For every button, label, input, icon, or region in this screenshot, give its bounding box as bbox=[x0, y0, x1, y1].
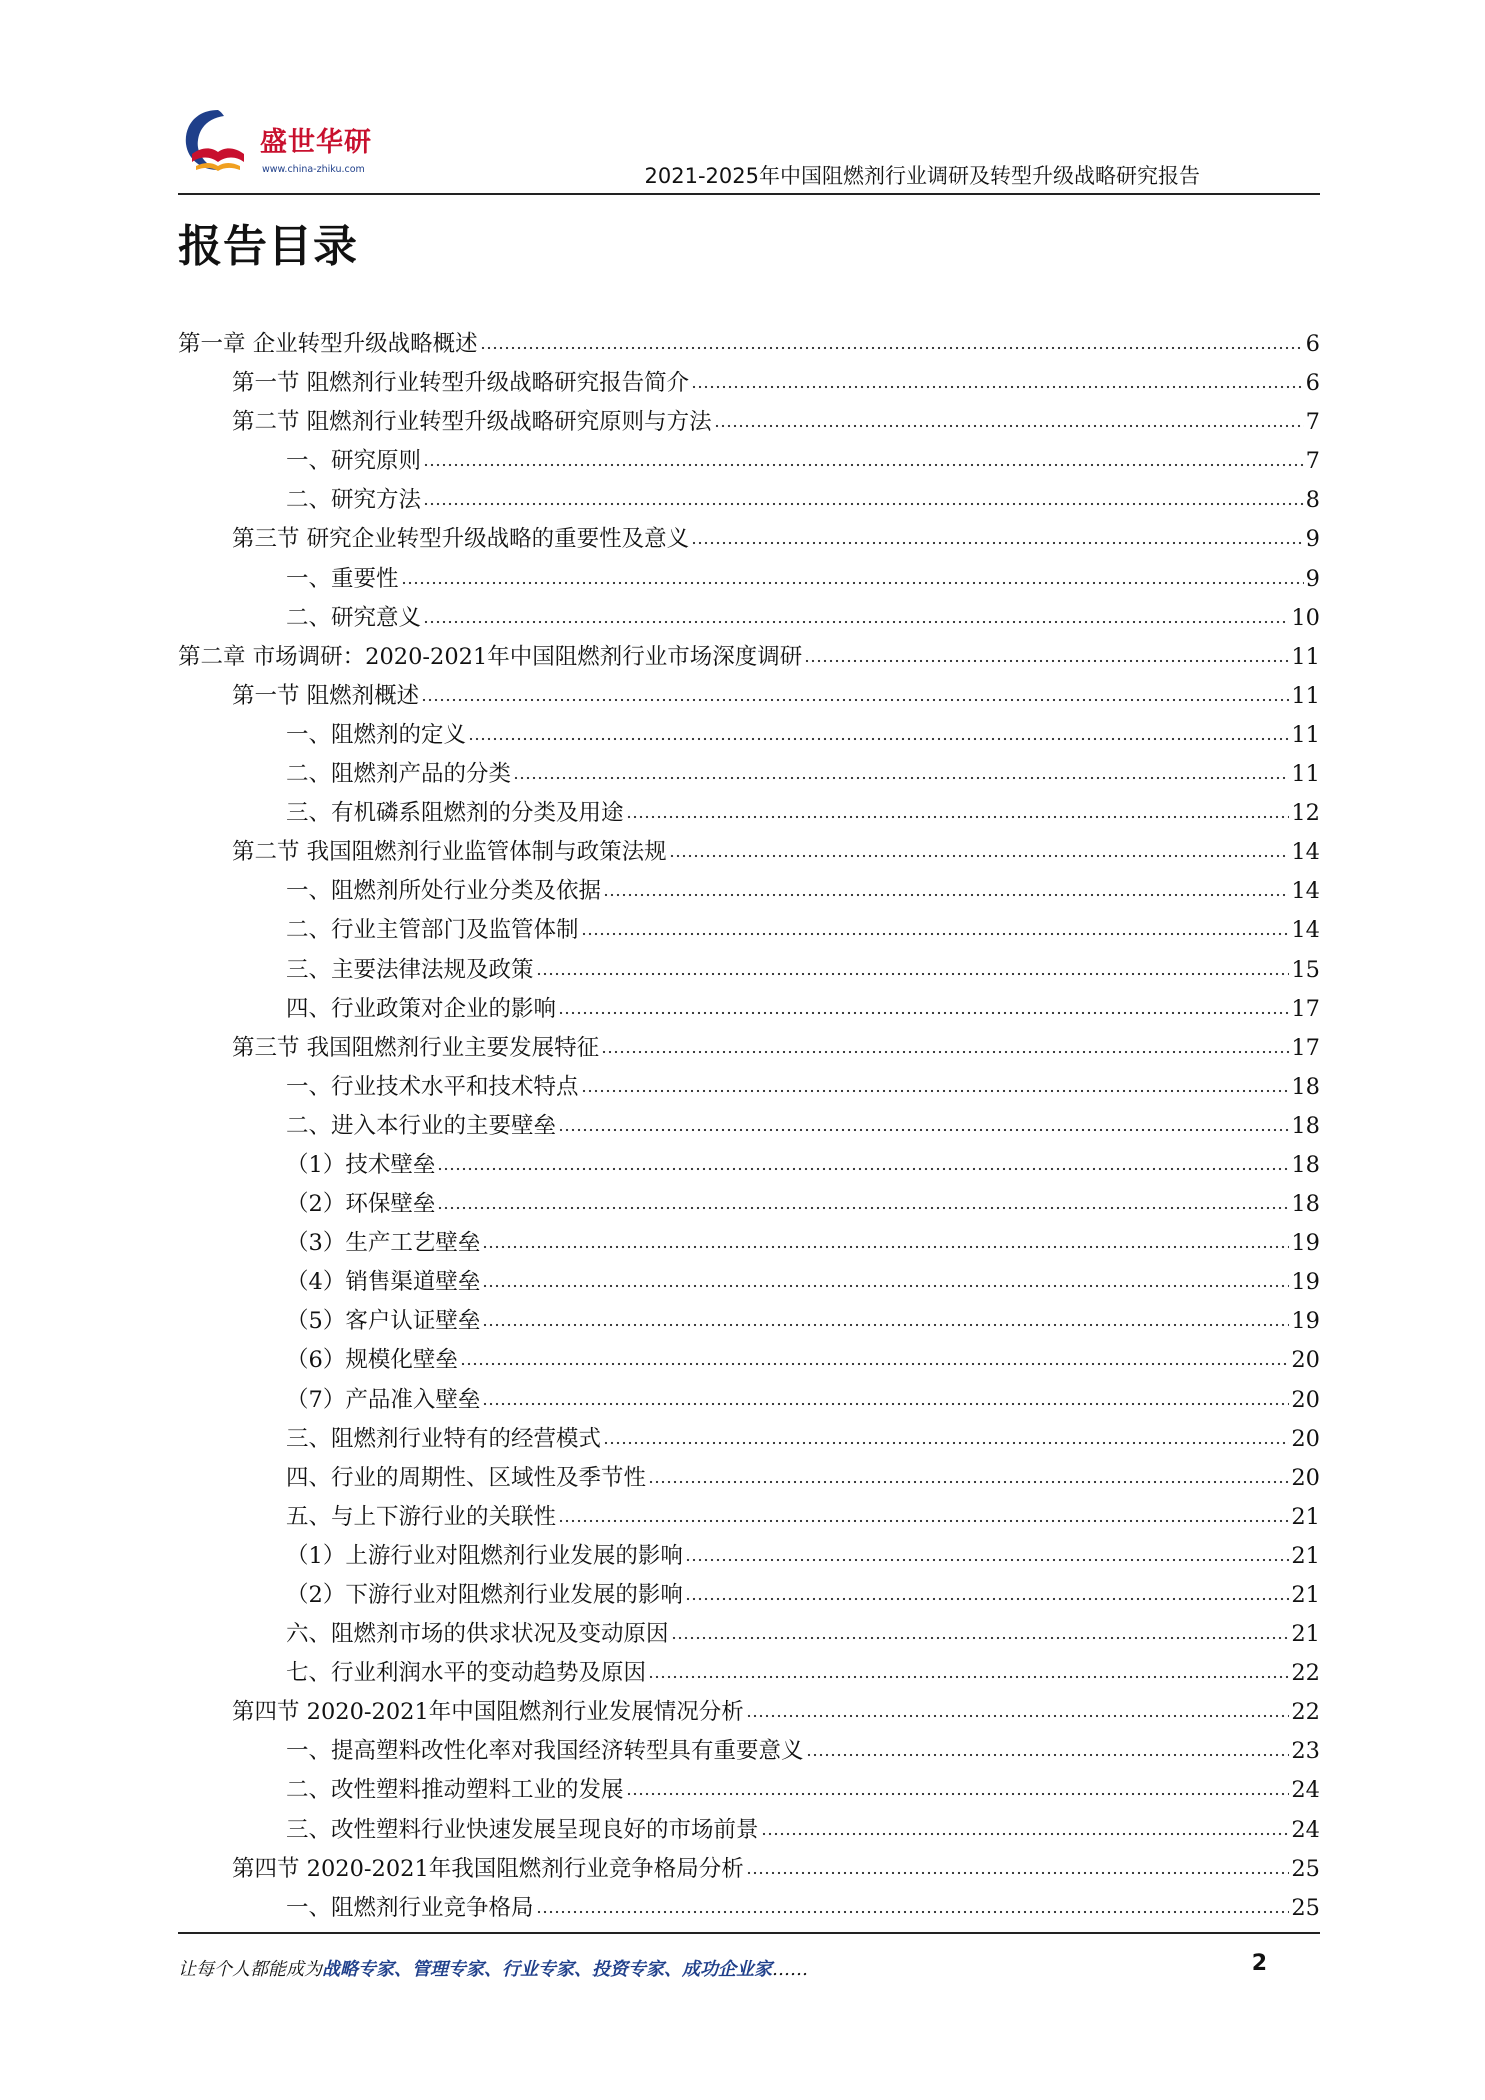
toc-entry[interactable] bbox=[178, 912, 1320, 951]
toc-entry-label: 二、阻燃剂产品的分类 bbox=[286, 761, 512, 788]
toc-leader-dots bbox=[480, 345, 1304, 351]
logo-swoosh-icon bbox=[178, 104, 258, 184]
toc-leader-dots bbox=[401, 580, 1304, 586]
company-logo[interactable] bbox=[178, 104, 398, 184]
toc-leader-dots bbox=[746, 1870, 1290, 1876]
toc-entry[interactable] bbox=[178, 639, 1320, 678]
toc-entry-label: 一、阻燃剂行业竞争格局 bbox=[286, 1894, 534, 1921]
toc-entry-page: 14 bbox=[1291, 839, 1320, 866]
toc-leader-dots bbox=[669, 853, 1290, 859]
toc-entry[interactable] bbox=[178, 795, 1320, 834]
toc-leader-dots bbox=[603, 892, 1289, 898]
toc-entry-page: 9 bbox=[1305, 526, 1320, 553]
footer-divider bbox=[178, 1932, 1320, 1934]
toc-leader-dots bbox=[581, 1088, 1290, 1094]
toc-entry-page: 11 bbox=[1291, 682, 1320, 709]
toc-entry-label: 二、进入本行业的主要壁垒 bbox=[286, 1112, 557, 1139]
toc-entry-page: 20 bbox=[1291, 1425, 1320, 1452]
toc-entry-page: 24 bbox=[1291, 1816, 1320, 1843]
toc-leader-dots bbox=[626, 1791, 1290, 1797]
toc-entry-label: 一、研究原则 bbox=[286, 448, 422, 475]
toc-entry-page: 11 bbox=[1291, 761, 1320, 788]
toc-leader-dots bbox=[685, 1557, 1290, 1563]
toc-entry-label: （4）销售渠道壁垒 bbox=[286, 1269, 481, 1296]
toc-entry[interactable] bbox=[178, 1577, 1320, 1616]
toc-entry[interactable] bbox=[178, 1382, 1320, 1421]
page-title: 报告目录 bbox=[178, 221, 358, 272]
toc-leader-dots bbox=[806, 1752, 1290, 1758]
toc-entry-page: 18 bbox=[1291, 1112, 1320, 1139]
toc-leader-dots bbox=[558, 1518, 1289, 1524]
toc-entry[interactable] bbox=[178, 1421, 1320, 1460]
toc-leader-dots bbox=[482, 1244, 1289, 1250]
toc-entry[interactable] bbox=[178, 600, 1320, 639]
toc-entry[interactable] bbox=[178, 521, 1320, 560]
toc-entry-page: 7 bbox=[1305, 409, 1320, 436]
toc-entry[interactable] bbox=[178, 1733, 1320, 1772]
toc-leader-dots bbox=[423, 619, 1289, 625]
toc-entry[interactable] bbox=[178, 717, 1320, 756]
toc-entry-page: 19 bbox=[1291, 1230, 1320, 1257]
toc-entry-label: 三、有机磷系阻燃剂的分类及用途 bbox=[286, 800, 624, 827]
toc-leader-dots bbox=[691, 384, 1304, 390]
toc-entry-page: 21 bbox=[1291, 1503, 1320, 1530]
toc-entry-label: 七、行业利润水平的变动趋势及原因 bbox=[286, 1660, 647, 1687]
toc-entry[interactable] bbox=[178, 678, 1320, 717]
toc-entry[interactable] bbox=[178, 1812, 1320, 1851]
toc-leader-dots bbox=[671, 1635, 1290, 1641]
toc-entry[interactable] bbox=[178, 1225, 1320, 1264]
toc-entry-page: 17 bbox=[1291, 1034, 1320, 1061]
toc-entry-label: 第三节 研究企业转型升级战略的重要性及意义 bbox=[232, 526, 690, 553]
toc-entry-page: 21 bbox=[1291, 1542, 1320, 1569]
toc-leader-dots bbox=[648, 1674, 1289, 1680]
toc-entry-page: 20 bbox=[1291, 1464, 1320, 1491]
toc-entry[interactable] bbox=[178, 443, 1320, 482]
toc-entry[interactable] bbox=[178, 756, 1320, 795]
toc-entry-page: 18 bbox=[1291, 1151, 1320, 1178]
toc-entry[interactable] bbox=[178, 1186, 1320, 1225]
toc-entry[interactable] bbox=[178, 1616, 1320, 1655]
toc-leader-dots bbox=[601, 1049, 1289, 1055]
toc-entry[interactable] bbox=[178, 1303, 1320, 1342]
toc-entry-label: 四、行业政策对企业的影响 bbox=[286, 995, 557, 1022]
toc-entry[interactable] bbox=[178, 1772, 1320, 1811]
toc-entry-label: （1）上游行业对阻燃剂行业发展的影响 bbox=[286, 1542, 683, 1569]
toc-entry[interactable] bbox=[178, 1147, 1320, 1186]
toc-entry[interactable] bbox=[178, 1030, 1320, 1069]
toc-entry[interactable] bbox=[178, 365, 1320, 404]
toc-entry-label: 第一节 阻燃剂概述 bbox=[232, 682, 420, 709]
toc-entry-page: 18 bbox=[1291, 1073, 1320, 1100]
report-title: 2021-2025年中国阻燃剂行业调研及转型升级战略研究报告 bbox=[644, 164, 1200, 188]
toc-entry-label: （1）技术壁垒 bbox=[286, 1151, 436, 1178]
toc-entry-label: 三、主要法律法规及政策 bbox=[286, 956, 534, 983]
toc-entry-label: 二、研究方法 bbox=[286, 487, 422, 514]
toc-leader-dots bbox=[536, 1909, 1290, 1915]
toc-entry[interactable] bbox=[178, 482, 1320, 521]
toc-entry-label: 三、改性塑料行业快速发展呈现良好的市场前景 bbox=[286, 1816, 759, 1843]
toc-leader-dots bbox=[648, 1479, 1289, 1485]
toc-leader-dots bbox=[482, 1401, 1289, 1407]
toc-entry[interactable] bbox=[178, 1069, 1320, 1108]
toc-entry-page: 12 bbox=[1291, 800, 1320, 827]
toc-leader-dots bbox=[423, 501, 1304, 507]
toc-entry-page: 24 bbox=[1291, 1777, 1320, 1804]
toc-entry-label: 第一章 企业转型升级战略概述 bbox=[178, 331, 478, 357]
toc-entry-label: 四、行业的周期性、区域性及季节性 bbox=[286, 1464, 647, 1491]
toc-leader-dots bbox=[558, 1010, 1289, 1016]
toc-entry-label: 第一节 阻燃剂行业转型升级战略研究报告简介 bbox=[232, 370, 690, 397]
toc-entry-label: 一、提高塑料改性化率对我国经济转型具有重要意义 bbox=[286, 1738, 804, 1765]
toc-entry-page: 17 bbox=[1291, 995, 1320, 1022]
toc-entry-page: 22 bbox=[1291, 1660, 1320, 1687]
toc-entry-label: （5）客户认证壁垒 bbox=[286, 1308, 481, 1335]
toc-entry-page: 18 bbox=[1291, 1191, 1320, 1218]
toc-entry-label: （2）环保壁垒 bbox=[286, 1191, 436, 1218]
logo-url[interactable]: www.china-zhiku.com bbox=[262, 164, 365, 175]
toc-entry-label: （6）规模化壁垒 bbox=[286, 1347, 458, 1374]
toc-entry-page: 25 bbox=[1291, 1855, 1320, 1882]
toc-leader-dots bbox=[558, 1127, 1289, 1133]
toc-entry-label: 一、重要性 bbox=[286, 565, 399, 592]
toc-entry-page: 11 bbox=[1291, 643, 1320, 670]
toc-entry-page: 6 bbox=[1305, 331, 1320, 357]
toc-entry-page: 25 bbox=[1291, 1894, 1320, 1921]
toc-entry-label: 第三节 我国阻燃剂行业主要发展特征 bbox=[232, 1034, 600, 1061]
toc-leader-dots bbox=[581, 931, 1290, 937]
toc-leader-dots bbox=[626, 814, 1290, 820]
toc-leader-dots bbox=[513, 775, 1289, 781]
toc-entry-page: 7 bbox=[1305, 448, 1320, 475]
footer-slogan-suffix: …… bbox=[772, 1959, 808, 1980]
toc-entry-label: （7）产品准入壁垒 bbox=[286, 1386, 481, 1413]
toc-entry-label: （3）生产工艺壁垒 bbox=[286, 1230, 481, 1257]
toc-entry-page: 15 bbox=[1291, 956, 1320, 983]
toc-entry-label: 二、行业主管部门及监管体制 bbox=[286, 917, 579, 944]
toc-leader-dots bbox=[468, 736, 1289, 742]
toc-entry[interactable] bbox=[178, 1851, 1320, 1890]
header-divider bbox=[178, 193, 1320, 195]
toc-entry-page: 20 bbox=[1291, 1347, 1320, 1374]
footer-slogan bbox=[178, 1955, 808, 1981]
toc-leader-dots bbox=[423, 462, 1304, 468]
toc-entry[interactable] bbox=[178, 1538, 1320, 1577]
page-number: 2 bbox=[1251, 1951, 1267, 1976]
toc-leader-dots bbox=[761, 1831, 1290, 1837]
toc-entry[interactable] bbox=[178, 1108, 1320, 1147]
toc-entry[interactable] bbox=[178, 1264, 1320, 1303]
toc-entry-label: 五、与上下游行业的关联性 bbox=[286, 1503, 557, 1530]
footer-slogan-highlight: 战略专家、管理专家、行业专家、投资专家、成功企业家 bbox=[322, 1959, 772, 1980]
toc-entry-label: 二、改性塑料推动塑料工业的发展 bbox=[286, 1777, 624, 1804]
toc-leader-dots bbox=[691, 540, 1304, 546]
page-header bbox=[178, 100, 1320, 200]
toc-entry[interactable] bbox=[178, 404, 1320, 443]
toc-leader-dots bbox=[685, 1596, 1290, 1602]
toc-entry[interactable] bbox=[178, 952, 1320, 991]
toc-entry[interactable] bbox=[178, 1694, 1320, 1733]
logo-name: 盛世华研 bbox=[260, 127, 372, 158]
toc-entry[interactable] bbox=[178, 834, 1320, 873]
toc-entry-label: 第四节 2020-2021年中国阻燃剂行业发展情况分析 bbox=[232, 1699, 744, 1726]
toc-leader-dots bbox=[482, 1283, 1289, 1289]
toc-leader-dots bbox=[746, 1713, 1290, 1719]
toc-entry-page: 23 bbox=[1291, 1738, 1320, 1765]
toc-entry-label: 第二节 我国阻燃剂行业监管体制与政策法规 bbox=[232, 839, 667, 866]
toc-leader-dots bbox=[603, 1440, 1289, 1446]
toc-entry-page: 20 bbox=[1291, 1386, 1320, 1413]
toc-leader-dots bbox=[437, 1205, 1289, 1211]
toc-entry-page: 22 bbox=[1291, 1699, 1320, 1726]
toc-entry-page: 8 bbox=[1305, 487, 1320, 514]
toc-entry-page: 10 bbox=[1291, 604, 1320, 631]
toc-entry-label: 六、阻燃剂市场的供求状况及变动原因 bbox=[286, 1621, 669, 1648]
toc-entry-page: 14 bbox=[1291, 917, 1320, 944]
toc-leader-dots bbox=[482, 1322, 1289, 1328]
toc-entry-label: 一、阻燃剂的定义 bbox=[286, 721, 467, 748]
toc-entry[interactable] bbox=[178, 991, 1320, 1030]
toc-entry-page: 19 bbox=[1291, 1269, 1320, 1296]
toc-leader-dots bbox=[714, 423, 1304, 429]
toc-leader-dots bbox=[421, 697, 1289, 703]
toc-entry-label: 二、研究意义 bbox=[286, 604, 422, 631]
toc-entry-label: 第二章 市场调研：2020-2021年中国阻燃剂行业市场深度调研 bbox=[178, 643, 803, 670]
toc-entry-page: 14 bbox=[1291, 878, 1320, 905]
toc-leader-dots bbox=[437, 1166, 1289, 1172]
toc-entry-label: 一、阻燃剂所处行业分类及依据 bbox=[286, 878, 602, 905]
toc-entry-page: 21 bbox=[1291, 1582, 1320, 1608]
toc-entry-label: 第二节 阻燃剂行业转型升级战略研究原则与方法 bbox=[232, 409, 712, 436]
toc-entry-label: （2）下游行业对阻燃剂行业发展的影响 bbox=[286, 1582, 683, 1608]
footer-slogan-prefix: 让每个人都能成为 bbox=[178, 1959, 322, 1980]
toc-entry[interactable] bbox=[178, 873, 1320, 912]
toc-entry-page: 21 bbox=[1291, 1621, 1320, 1648]
toc-entry[interactable] bbox=[178, 561, 1320, 600]
toc-entry-label: 第四节 2020-2021年我国阻燃剂行业竞争格局分析 bbox=[232, 1855, 744, 1882]
toc-entry-page: 6 bbox=[1305, 370, 1320, 397]
toc-entry-page: 11 bbox=[1291, 721, 1320, 748]
toc-leader-dots bbox=[460, 1361, 1290, 1367]
toc-entry[interactable] bbox=[178, 1655, 1320, 1694]
table-of-contents bbox=[178, 326, 1320, 1929]
toc-entry-label: 一、行业技术水平和技术特点 bbox=[286, 1073, 579, 1100]
toc-leader-dots bbox=[804, 658, 1289, 664]
toc-leader-dots bbox=[536, 971, 1290, 977]
toc-entry[interactable] bbox=[178, 1460, 1320, 1499]
toc-entry-page: 9 bbox=[1305, 565, 1320, 592]
toc-entry[interactable] bbox=[178, 1499, 1320, 1538]
toc-entry[interactable] bbox=[178, 326, 1320, 365]
toc-entry-label: 三、阻燃剂行业特有的经营模式 bbox=[286, 1425, 602, 1452]
toc-entry-page: 19 bbox=[1291, 1308, 1320, 1335]
toc-entry[interactable] bbox=[178, 1342, 1320, 1381]
toc-entry[interactable] bbox=[178, 1890, 1320, 1929]
